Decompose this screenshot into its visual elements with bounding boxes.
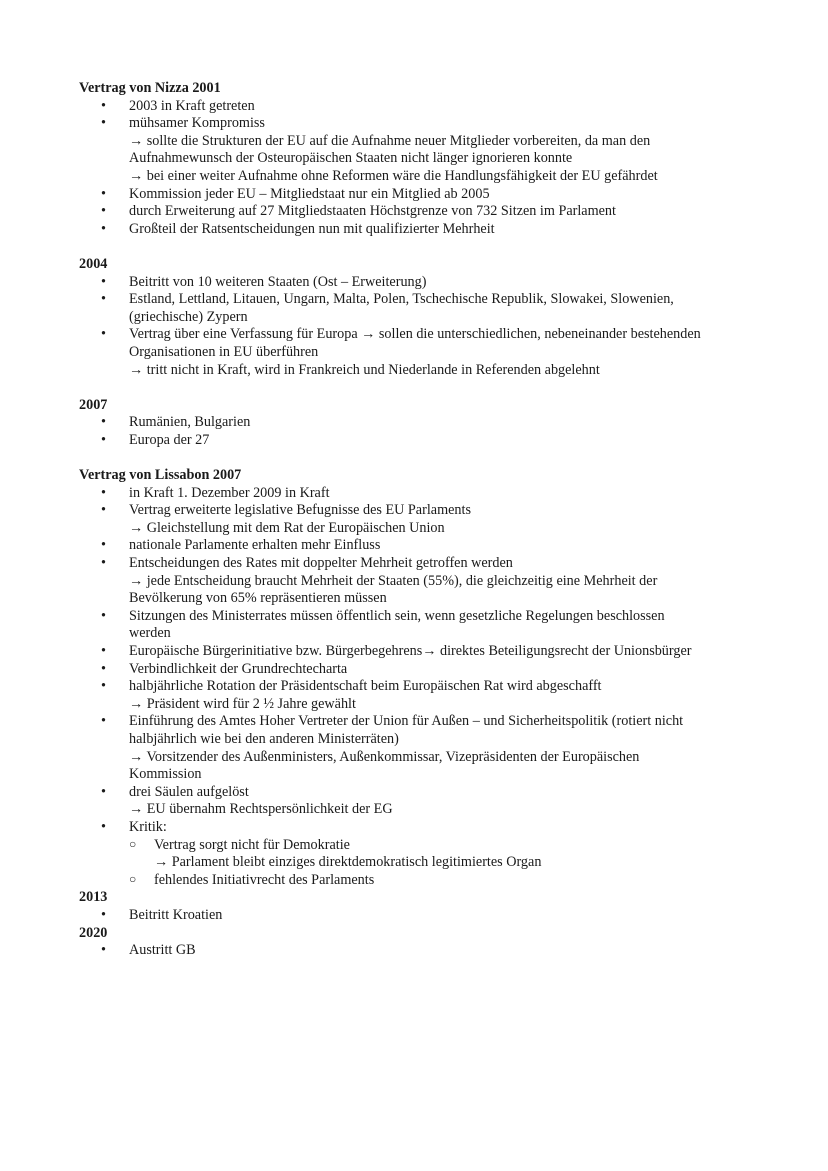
bullet-icon: • [101,203,106,220]
bullet-icon: • [101,537,106,554]
heading-lissabon: Vertrag von Lissabon 2007 [79,467,242,484]
item-text: Kommission jeder EU – Mitgliedstaat nur ein Mitglied ab 2005 [129,185,490,202]
bullet-icon: • [101,185,106,202]
item-text: Sitzungen des Ministerrates müssen öffentlich sein, wenn gesetzliche Regelungen beschlossen [129,607,665,624]
item-note: → Präsident wird für 2 ½ Jahre gewählt [129,695,356,712]
list-item [79,555,779,608]
bullet-icon: • [101,502,106,519]
list-item [79,537,779,555]
bullet-icon: • [101,97,106,114]
section-2020 [79,925,779,960]
bullet-icon: • [101,713,106,730]
bullet-icon: • [101,414,106,431]
list-item [79,608,779,643]
item-text: Einführung des Amtes Hoher Vertreter der Union für Außen – und Sicherheitspolitik (rotiert nicht [129,713,684,730]
circle-bullet-icon: ○ [129,836,137,851]
item-text: Europa der 27 [129,431,210,448]
section-2004 [79,256,779,379]
item-text: Beitritt Kroatien [129,906,223,923]
document-page [79,80,779,960]
sub-list-item [79,872,779,890]
section-2007 [79,397,779,450]
item-text: 2003 in Kraft getreten [129,97,255,114]
item-note: halbjährlich wie bei den anderen Ministerräten) [129,730,399,747]
item-note: → bei einer weiter Aufnahme ohne Reformen wäre die Handlungsfähigkeit der EU gefährdet [129,167,658,184]
list-item [79,98,779,116]
bullet-icon: • [101,906,106,923]
item-text: fehlendes Initiativrecht des Parlaments [154,871,375,888]
list-2004 [79,274,779,380]
heading-2007: 2007 [79,396,108,413]
list-item [79,203,779,221]
list-item [79,221,779,239]
heading-nizza: Vertrag von Nizza 2001 [79,80,221,96]
spacer [79,449,779,467]
list-item [79,502,779,537]
bullet-icon: • [101,555,106,572]
section-nizza [79,80,779,238]
list-item [79,326,779,379]
heading-2013: 2013 [79,889,108,906]
bullet-icon: • [101,273,106,290]
item-text: Entscheidungen des Rates mit doppelter Mehrheit getroffen werden [129,555,513,572]
item-text: Europäische Bürgerinitiative bzw. Bürgerbegehrens→ direktes Beteiligungsrecht der Unionsbürger [129,643,692,659]
item-text: in Kraft 1. Dezember 2009 in Kraft [129,484,330,501]
item-text: drei Säulen aufgelöst [129,783,249,800]
bullet-icon: • [101,431,106,448]
heading-2020: 2020 [79,924,108,941]
item-note: → Parlament bleibt einziges direktdemokratisch legitimiertes Organ [154,854,542,871]
bullet-icon: • [101,678,106,695]
item-text: Rumänien, Bulgarien [129,414,251,431]
sub-list-item [79,837,779,872]
list-item [79,661,779,679]
section-lissabon [79,467,779,889]
item-note: → sollte die Strukturen der EU auf die Aufnahme neuer Mitglieder vorbereiten, da man den [129,132,651,149]
item-note: werden [129,625,171,642]
section-2013 [79,889,779,924]
spacer [79,379,779,397]
list-item [79,432,779,450]
bullet-icon: • [101,484,106,501]
bullet-icon: • [101,783,106,800]
item-note: → jede Entscheidung braucht Mehrheit der Staaten (55%), die gleichzeitig eine Mehrheit der [129,572,658,589]
bullet-icon: • [101,643,106,659]
item-text: halbjährliche Rotation der Präsidentschaft beim Europäischen Rat wird abgeschafft [129,678,602,695]
list-lissabon [79,485,779,890]
list-2007 [79,414,779,449]
bullet-icon: • [101,660,106,677]
list-item [79,819,779,837]
item-text: Vertrag erweiterte legislative Befugnisse des EU Parlaments [129,502,471,519]
item-text: Vertrag über eine Verfassung für Europa → sollen die unterschiedlichen, nebeneinander bestehenden [129,326,701,343]
list-item [79,907,779,925]
list-item [79,713,779,783]
item-note: Bevölkerung von 65% repräsentieren müssen [129,590,387,607]
list-item [79,414,779,432]
list-item [79,274,779,292]
bullet-icon: • [101,942,106,959]
list-nizza [79,98,779,239]
bullet-icon: • [101,291,106,308]
item-text: Kritik: [129,818,167,835]
item-note: → Gleichstellung mit dem Rat der Europäischen Union [129,519,445,536]
item-text: Verbindlichkeit der Grundrechtecharta [129,660,348,677]
bullet-icon: • [101,115,106,132]
item-text: Vertrag sorgt nicht für Demokratie [154,836,350,853]
spacer [79,238,779,256]
item-text: Estland, Lettland, Litauen, Ungarn, Malta, Polen, Tschechische Republik, Slowakei, Slowenien, [129,291,674,308]
item-text: mühsamer Kompromiss [129,115,265,132]
item-text: Austritt GB [129,942,196,959]
item-note: Organisationen in EU überführen [129,343,319,360]
list-item [79,186,779,204]
bullet-icon: • [101,326,106,343]
item-note: (griechische) Zypern [129,308,248,325]
item-text: durch Erweiterung auf 27 Mitgliedstaaten Höchstgrenze von 732 Sitzen im Parlament [129,203,616,220]
list-2020 [79,942,779,960]
item-note: Kommission [129,766,202,783]
item-text: Beitritt von 10 weiteren Staaten (Ost – Erweiterung) [129,273,427,290]
list-2013 [79,907,779,925]
item-text: nationale Parlamente erhalten mehr Einfluss [129,537,381,554]
list-item [79,643,779,661]
item-text: Großteil der Ratsentscheidungen nun mit qualifizierter Mehrheit [129,220,495,237]
list-item [79,678,779,713]
bullet-icon: • [101,818,106,835]
list-item [79,291,779,326]
item-note: → tritt nicht in Kraft, wird in Frankreich und Niederlande in Referenden abgelehnt [129,361,600,378]
list-item [79,784,779,819]
bullet-icon: • [101,607,106,624]
list-item [79,942,779,960]
item-note: → EU übernahm Rechtspersönlichkeit der EG [129,801,393,818]
heading-2004: 2004 [79,255,108,272]
list-item [79,115,779,185]
item-note: Aufnahmewunsch der Osteuropäischen Staaten nicht länger ignorieren konnte [129,150,573,167]
bullet-icon: • [101,220,106,237]
circle-bullet-icon: ○ [129,871,137,886]
item-note: → Vorsitzender des Außenministers, Außenkommissar, Vizepräsidenten der Europäischen [129,748,640,765]
list-item [79,485,779,503]
